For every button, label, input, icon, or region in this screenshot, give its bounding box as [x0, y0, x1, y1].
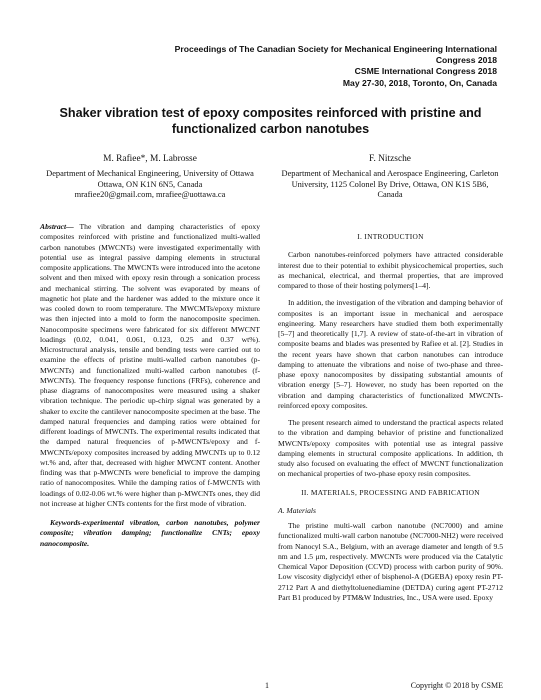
- abstract: [40, 222, 260, 509]
- author-emails-left: mrafiee20@gmail.com, mrafiee@uottawa.ca: [74, 189, 226, 199]
- proceedings-line-3: May 27-30, 2018, Toronto, On, Canada: [342, 77, 497, 88]
- section-heading-introduction: I. INTRODUCTION: [357, 232, 424, 241]
- intro-paragraph-1: Carbon nanotubes-reinforced polymers have attracted considerable interest due to their potential to exhibit physicochemical properties, such as mechanical, electrical, and thermal properties, that are improved compared to those of their hosting polymers[1–4].: [278, 250, 503, 290]
- intro-paragraph-3: The present research aimed to understand the practical aspects related to the vibration and damping behavior of pristine and functionalized MWCNTs/epoxy composites with potential use as integral passive damping elements in structural composite applications. In addition, th study also focused on evaluating the effect of MWCNT functionalization on mechanical properties of two-phase epoxy resin composites.: [278, 418, 503, 479]
- author-affiliation-right: Department of Mechanical and Aerospace Engineering, Carleton University, 1125 Colonel By Drive, Ottawa, ON K1S 5B6, Canada: [281, 169, 499, 199]
- paper-title: Shaker vibration test of epoxy composites reinforced with pristine and functionalized carbon nanotubes: [59, 106, 482, 136]
- author-names-right: F. Nitzsche: [369, 154, 411, 164]
- subsection-heading-materials: A. Materials: [278, 505, 316, 515]
- page-number: 1: [265, 681, 269, 690]
- author-address-left: Ottawa, ON K1N 6N5, Canada: [97, 179, 203, 189]
- author-affiliation-left: Department of Mechanical Engineering, University of Ottawa: [46, 169, 254, 179]
- intro-paragraph-2: In addition, the investigation of the vibration and damping behavior of composites is an important issue in mechanical and aerospace engineering. Many researchers have studied them both experimentally [5–7] and theoretically [1,7]. A review of state-of-the-art in vibration of composite beams and blades was presented by Rafiee et al. [2]. Studies in the recent years have shown that carbon nanotubes can introduce damping to attenuate the vibrations and noise of two-phase and three-phase epoxy nanocomposites by dissipating substantial amounts of vibration energy [5–7]. However, no study has been reported on the vibration and damping characteristics of functionalized MWCNTs-reinforced epoxy composites.: [278, 298, 503, 410]
- proceedings-header: [137, 44, 497, 89]
- author-names-left: M. Rafiee*, M. Labrosse: [103, 154, 197, 164]
- abstract-label: Abstract—: [40, 222, 74, 231]
- author-block-right: [278, 154, 502, 200]
- abstract-text: The vibration and damping characteristics of epoxy composites reinforced with pristine and functionalized multi-walled carbon nanotubes (MWCNTs) were investigated experimentally with potential use as integral passive damping elements in structural composite applications. The MWCNTs were introduced into the acetone solvent and then mixed with epoxy resin through a sonication process and mechanical stirring. The solvent was evaporated by means of magnetic hot plate and the hardener was added to the mixture once it was cooled down to room temperature. The MWCMTs/epoxy mixture was then injected into a mold to form the nanocomposite specimen. Nanocomposite specimens were fabricated for six different MWCNT loadings (0.02, 0.041, 0.061, 0.123, 0.25 and 0.37 wt%). Microstructural analysis, tensile and bending tests were carried out to examine the effects of pristine multi-walled carbon nanotubes (p-MWCNTs) and functionalized multi-walled carbon nanotubes (f-MWCNTs). The frequency response functions (FRFs), coherence and phase diagrams of nanocomposites were measured using a shaker vibration technique. The periodic up-chirp signal was generated by a shaker to excite the cantilever nanocomposite specimen at the base. The damped natural frequencies and damping ratios were obtained for different loadings of MWCNTs. The experimental results indicated that the damped natural frequencies of p-MWCNTs/epoxy and f-MWCNTs/epoxy composites increased by adding MWCNTs up to 0.12 wt.% and, after that, decreased with higher MWCNT content. Another finding was that p-MWCNTs were beneficial to improve the damping ratio of nanocomposites. While the damping ratios of f-MWCNTs with loadings of 0.02-0.06 wt.% were higher than p-MWCNTs ones, they did not increase at higher CNTs contents for the first mode of vibration.: [40, 222, 260, 508]
- right-column: [278, 232, 503, 603]
- copyright-notice: Copyright © 2018 by CSME: [410, 681, 503, 690]
- materials-paragraph-1: The pristine multi-wall carbon nanotube (NC7000) and amine functionalized multi-wall carbon nanotube (NC7000-NH2) were received from Nanocyl S.A., Belgium, with an average diameter and length of 9.5 nm and 1.5 μm, respectively. MWCNTs were produced via the Catalytic Chemical Vapor Deposition (CCVD) process with carbon purity of 90%. Low viscosity diglycidyl ether of bisphenol-A (DGEBA) epoxy resin PT-2712 Part A and diethyltoluenediamine (DETDA) curing agent PT-2712 Part B1 produced by PTM&W Industries, Inc., USA were used. Epoxy: [278, 521, 503, 602]
- proceedings-line-2: CSME International Congress 2018: [354, 66, 497, 77]
- author-block-left: [40, 154, 260, 200]
- proceedings-line-1: Proceedings of The Canadian Society for Mechanical Engineering International Congress 2018: [174, 44, 497, 66]
- section-heading-materials: II. MATERIALS, PROCESSING AND FABRICATION: [301, 487, 480, 497]
- left-column: [40, 222, 260, 549]
- keywords: Keywords-experimental vibration, carbon nanotubes, polymer composite; vibration damping; functionalize CNTs; epoxy nanocomposite.: [40, 518, 260, 548]
